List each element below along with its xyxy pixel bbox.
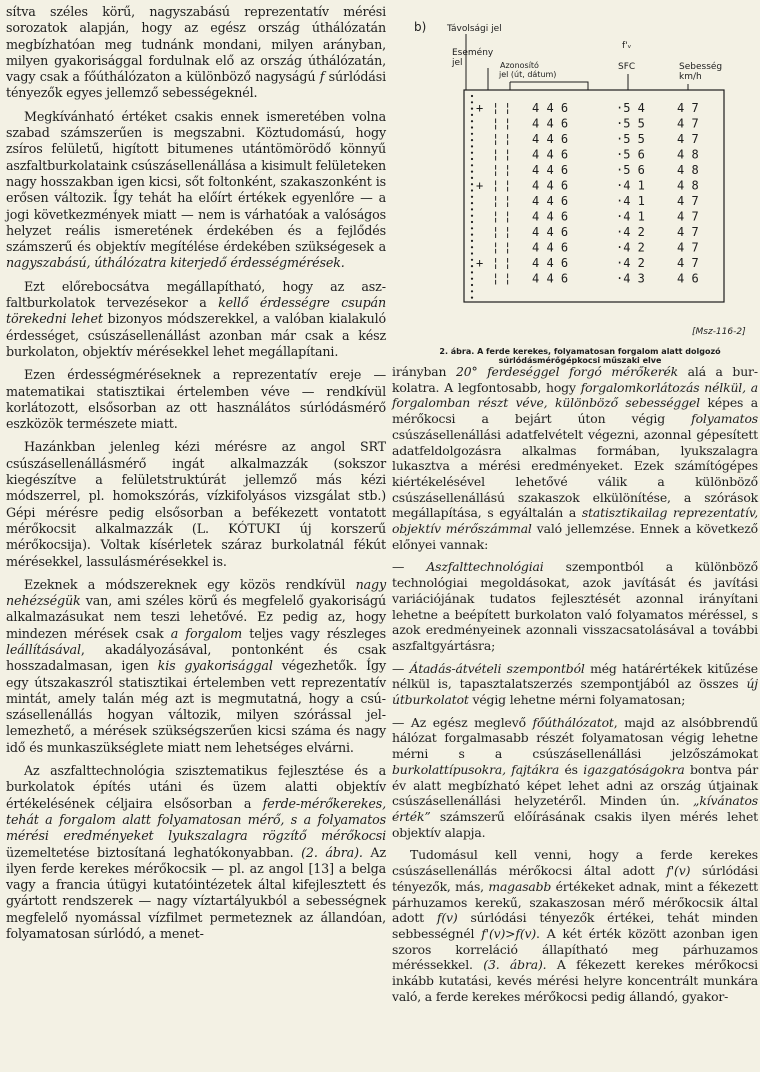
right-column [392, 4, 758, 1004]
sprocket-hole [471, 284, 473, 286]
emphasis-text: f [319, 69, 325, 85]
tape-bar: ¦ [492, 163, 500, 177]
tape-bar: ¦ [504, 178, 512, 193]
identifier-value: 4 4 6 [532, 256, 569, 270]
tape-bar: ¦ [504, 132, 512, 146]
sfc-value: ·4 1 [616, 178, 645, 193]
text-run: számszerű előírásának csakis ilyen mérés lehet objektív alapja. [392, 808, 758, 840]
speed-value: 4 8 [677, 163, 699, 177]
sprocket-hole [471, 133, 473, 135]
speed-value: 4 7 [677, 132, 699, 146]
identifier-value: 4 4 6 [532, 178, 569, 193]
tape-bar: ¦ [492, 101, 500, 115]
emphasis-text: a forgalom [170, 625, 243, 641]
tape-bar: ¦ [492, 194, 500, 208]
sfc-value: ·4 3 [616, 271, 645, 286]
speed-value: 4 8 [677, 178, 699, 193]
tape-bar: ¦ [504, 225, 512, 239]
emphasis-text: (3. ábra). [483, 957, 547, 973]
event-mark: + [476, 256, 484, 270]
identifier-value: 4 4 6 [532, 271, 569, 286]
sprocket-hole [471, 196, 473, 198]
tape-bar: ¦ [492, 209, 500, 224]
sprocket-hole [471, 183, 473, 185]
speed-value: 4 7 [677, 101, 699, 115]
text-run: súrlódási tényezők, más, [392, 863, 759, 894]
text-run: bizonyos módszerekkel, a valóban kialakuló érdességet, csúszásellenállást azonban már csak a kész burkolaton, objektív mérésekkel lehet megállapítani. [6, 311, 386, 359]
text-run: . A két érték között azonban igen szoros korreláció állapítható meg párhuzamos méréssekkel. [392, 925, 758, 973]
speed-value: 4 6 [677, 271, 699, 286]
emphasis-text: nagy nehézségük [6, 576, 386, 609]
emphasis-text: új útburkolatot [392, 676, 758, 708]
sprocket-hole [471, 246, 473, 248]
sfc-value: ·4 2 [616, 240, 645, 255]
speed-value: 4 7 [677, 225, 699, 239]
identifier-value: 4 4 6 [532, 194, 569, 208]
paragraph [392, 559, 758, 653]
speed-value: 4 7 [677, 209, 699, 224]
tape-bar: ¦ [492, 132, 500, 146]
sfc-value: ·5 5 [616, 116, 645, 131]
emphasis-text: magasabb [488, 878, 552, 894]
emphasis-text: f'(v) [666, 863, 691, 879]
text-run: értékeket adnak, mint a fékezett párhuzamos kerekű, szakaszosan mérő mérőkocsik által adott [392, 878, 758, 926]
text-run: végezhetők. Így egy útszakaszról statisztikai értelemben vett reprezentatív mintát, amely talán még azt is megmutatná, hogy a csúszásellenállás hogyan változik, milyen szórással jellemezhető, a mérések szükségszerűen kicsi száma és nagy idő és munkaszükséglete miatt nem lehetséges elvárni. [6, 658, 386, 755]
text-run: üzemeltetése biztosítaná leghatókonyabban. [6, 844, 302, 860]
text-run: Az ilyen ferde kerekes mérőkocsik — pl. az angol [13] a belga vagy a francia útügyi kutatóintézetek által kifejlesztett és gyártott rendszerek — nagy víztartályukból a sebességnek megfelelő nyomással vízfilmet permeteznek az állandóan, folyamatosan súrlódó, a menet- [6, 844, 386, 942]
tape-bar: ¦ [504, 147, 512, 162]
paragraph [392, 847, 758, 1004]
emphasis-text: ferde-mérőkerekes, tehát a forgalom alatt folyamatosan mérő, s a folyamatos mérési eredményeket lyukszalagra rögzítő mérőkocsi [6, 795, 386, 844]
text-run: Ezeknek a módszereknek egy közös rendkívül [24, 576, 356, 592]
text-run: bontva pár év alatt megbízható képet lehet adni az ország útjainak csúszásellenállási helyzetéről. Minden ún. [392, 761, 759, 809]
left-column [6, 4, 386, 942]
speed-value: 4 8 [677, 147, 699, 162]
sprocket-hole [471, 108, 473, 110]
emphasis-text: Átadás-átvételi szempontból [409, 660, 585, 676]
sprocket-hole [471, 215, 473, 217]
emphasis-text: f(v) [436, 910, 458, 926]
text-run: — [392, 660, 410, 676]
paragraph [6, 4, 386, 102]
identifier-label-2: jel (út, dátum) [499, 70, 557, 79]
sprocket-hole [471, 114, 473, 116]
tape-bar: ¦ [492, 147, 500, 162]
sprocket-hole [471, 126, 473, 128]
emphasis-text: igazgatóságokra [583, 761, 685, 777]
text-run: , akadályozásával, pontonként és csak hosszadalmasan, igen [6, 641, 386, 674]
identifier-value: 4 4 6 [532, 163, 569, 177]
tape-bar: ¦ [504, 209, 512, 224]
paragraph [6, 439, 386, 569]
emphasis-text: kis gyakorisággal [157, 658, 273, 674]
distance-signal-label: Távolsági jel [447, 24, 502, 34]
sprocket-hole [471, 152, 473, 154]
tape-bar: ¦ [504, 194, 512, 208]
figure-caption-line-2: súrlódásmérőgépkocsi műszaki elve [498, 356, 662, 365]
text-run: teljes vagy részleges [242, 625, 386, 641]
sprocket-hole [471, 139, 473, 141]
identifier-bracket [510, 82, 588, 90]
paragraph [6, 763, 386, 942]
event-mark: + [476, 178, 484, 193]
paragraph [392, 661, 758, 708]
tape-bar: ¦ [492, 225, 500, 239]
sprocket-hole [471, 145, 473, 147]
sfc-value: ·5 6 [616, 163, 645, 177]
emphasis-text: főúthálózatot [532, 714, 614, 730]
emphasis-text: kellő érdességre csupán törekedni lehet [6, 295, 386, 327]
identifier-value: 4 4 6 [532, 147, 569, 162]
sprocket-hole [471, 290, 473, 292]
identifier-value: 4 4 6 [532, 209, 569, 224]
sfc-value: ·4 1 [616, 209, 645, 224]
text-run: súrlódási tényezők egyes jellemző sebességeknél. [6, 69, 386, 101]
speed-label: Sebesség [679, 62, 723, 72]
sprocket-hole [471, 240, 473, 242]
text-run: A fékezett kerekes mérőkocsi inkább kutatási, kevés mérési helyre koncentrált munkára való, a ferde kerekes mérőkocsi pedig állandó, gyakor- [392, 957, 758, 1004]
sprocket-hole [471, 164, 473, 166]
paragraph [6, 109, 386, 272]
sprocket-hole [471, 227, 473, 229]
emphasis-text: leállításával [6, 641, 81, 657]
text-run: végig lehetne mérni folyamatosan; [468, 692, 686, 708]
paragraph [6, 367, 386, 432]
emphasis-text: (2. ábra). [301, 844, 363, 860]
text-run: — [392, 559, 427, 575]
sprocket-hole [471, 221, 473, 223]
sprocket-hole [471, 208, 473, 210]
tape-bar: ¦ [492, 271, 500, 286]
speed-value: 4 7 [677, 116, 699, 131]
event-signal-label-2: jel [452, 58, 463, 68]
tape-bar: ¦ [504, 101, 512, 115]
emphasis-text: f'(v)>f(v) [481, 925, 537, 941]
text-run: és [559, 761, 584, 777]
sprocket-hole [471, 95, 473, 97]
figure-2 [392, 4, 758, 364]
tape-bar: ¦ [504, 163, 512, 177]
identifier-value: 4 4 6 [532, 101, 569, 115]
text-run: való jellemzése. Ennek a következő előnyei vannak: [392, 521, 758, 552]
f-symbol-label: f'ᵥ [622, 41, 632, 51]
sprocket-hole [471, 177, 473, 179]
tape-bar: ¦ [504, 256, 512, 270]
sprocket-hole [471, 259, 473, 261]
text-run: — Az egész meglevő [392, 714, 533, 730]
paragraph [6, 279, 386, 360]
tape-bar: ¦ [504, 116, 512, 131]
tape-bar: ¦ [504, 271, 512, 286]
sprocket-hole [471, 278, 473, 280]
text-run: Ezt előrebocsátva megállapítható, hogy az aszfaltburkolatok tervezésekor a [6, 278, 386, 311]
paragraph [392, 364, 758, 552]
text-run: alá a burkolatra. A legfontosabb, hogy [392, 364, 758, 395]
emphasis-text: 20° ferdeséggel forgó mérőkerék [455, 364, 679, 379]
identifier-value: 4 4 6 [532, 225, 569, 239]
identifier-value: 4 4 6 [532, 132, 569, 146]
sprocket-hole [471, 202, 473, 204]
sfc-value: ·4 2 [616, 256, 645, 270]
sfc-label: SFC [618, 62, 636, 72]
event-mark: + [476, 101, 484, 115]
paragraph [392, 715, 758, 841]
speed-value: 4 7 [677, 256, 699, 270]
text-run: súrlódási tényezők értékei, tehát minden sebbességnél [392, 910, 758, 941]
tape-bar: ¦ [492, 240, 500, 255]
emphasis-text: „kívánatos érték” [392, 793, 758, 824]
speed-value: 4 7 [677, 194, 699, 208]
text-run: Megkívánható értéket csakis ennek ismeretében volna szabad számszerűen is megszabni. Köztudomású, hogy zsíros felületű, higított bitumenes utántömörödő könnyű aszfaltburkolataink csúszásellenállása a kisimult felületeken nagy hosszakban igen kicsi, sőt foltonként, szakaszonként is erősen változik. Így tehát ha előírt értékek egyenlőre — a jogi következmények miatt — nem is várhatóak a valóságos helyzet reális ismeretének érdekében és a fejlődés számszerű és objektív megítélése érdekében szükségesek a [6, 108, 386, 255]
figure-caption-line-1: 2. ábra. A ferde kerekes, folyamatosan forgalom alatt dolgozó [439, 347, 721, 356]
text-run: Az aszfalttechnológia szisztematikus fejlesztése és a burkolatok építés utáni és üzem alatti objektív értékelésének céljaira elsősorban a [6, 763, 386, 811]
text-run: még határértékek kitűzése nélkül is, tapasztalatszerzés szempontjából az összes [392, 660, 758, 692]
sprocket-hole [471, 271, 473, 273]
sprocket-hole [471, 171, 473, 173]
event-signal-label: Esemény [452, 48, 494, 58]
tape-bar: ¦ [504, 240, 512, 255]
text-run: szempontból a különböző technológiai megoldásokat, azok javítását és javítási variációjának tudatos fejlesztését azonnal irányítani lehetne a beépített burkolaton való folyamatos méréssel, s azok eredményeinek azonnali visszacsatolásával a további aszfaltgyártásra; [392, 559, 758, 653]
text-run: van, ami széles körű és megfelelő gyakoriságú alkalmazásukat nem teszi lehetővé. Ez pedig az, hogy mindezen mérések csak [6, 593, 386, 641]
text-run: , majd az alsóbbrendű hálózat forgalmasabb részét folyamatosan végig lehetne mérni s a csúszásellenállási jelzőszámokat [392, 714, 758, 762]
speed-unit-label: km/h [679, 72, 702, 82]
sfc-value: ·4 2 [616, 225, 645, 239]
figure-label: b) [414, 20, 427, 34]
emphasis-text: burkolattípusokra, fajtákra [392, 761, 560, 777]
identifier-value: 4 4 6 [532, 240, 569, 255]
sprocket-hole [471, 265, 473, 267]
text-run: Ezen érdességméréseknek a reprezentatív ereje — matematikai statisztikai értelemben véve — rendkívül korlátozott, elsősorban az ott használátos súrlódásmérő eszközök természete miatt. [6, 367, 386, 432]
figure-drawing [392, 4, 758, 344]
tape-bar: ¦ [492, 256, 500, 270]
text-run: Tudomásul kell venni, hogy a ferde kerekes csúszásellenállás mérőkocsi által adott [392, 847, 758, 879]
sprocket-hole [471, 189, 473, 191]
sprocket-hole [471, 234, 473, 236]
paragraph [6, 577, 386, 756]
text-run: Hazánkban jelenleg kézi mérésre az angol SRT csúszásellenállásmérő ingát alkalmazzák (sokszor kiegészítve a felületstruktúrát jellemző más kézi módszerrel, pl. homokszórás, vízkifolyásos vizsgálat stb.) Gépi mérésre pedig elsősorban a befékezett vontatott mérőkocsit alkalmazzák (L. KÓTUKI új korszerű mérőkocsija). Voltak kísérletek száraz burkolatnál fékút mérésekkel, lassulásmérésekkel is. [6, 439, 386, 569]
sfc-value: ·5 4 [616, 101, 645, 115]
emphasis-text: Aszfalttechnológiai [426, 559, 544, 575]
emphasis-text: nagyszabású, úthálózatra kiterjedő érdességmérések. [6, 255, 345, 271]
sfc-value: ·5 6 [616, 147, 645, 162]
emphasis-text: folyamatos [691, 411, 758, 427]
sfc-value: ·5 5 [616, 132, 645, 146]
figure-reference: [Msz-116-2] [692, 327, 746, 337]
speed-value: 4 7 [677, 240, 699, 255]
emphasis-text: statisztikailag reprezentatív, objektív mérőszámmal [392, 505, 758, 537]
emphasis-text: forgalomkorlátozás nélkül, a forgalomban részt véve, különböző sebességgel [392, 379, 758, 411]
right-text [392, 364, 758, 1004]
text-run: csúszásellenállási adatfelvételt végezni, azonnal gépesített adatfeldolgozásra alkalmas formában, lyukszalagra lukasztva a mérési eredményeket. Ezek számítógépes kiértékelésével lehetővé válik a különböző csúszásellenállású szakaszok elkülönítése, a szórások megállapítása, s egyáltalán a [392, 426, 758, 521]
identifier-value: 4 4 6 [532, 116, 569, 131]
tape-bar: ¦ [492, 116, 500, 131]
sprocket-hole [471, 252, 473, 254]
figure-caption [400, 347, 760, 365]
sprocket-hole [471, 120, 473, 122]
text-run: képes a mérőkocsi a bejárt úton végig [392, 395, 758, 427]
text-run: irányban [392, 364, 456, 379]
sprocket-hole [471, 297, 473, 299]
sfc-value: ·4 1 [616, 194, 645, 208]
identifier-label: Azonosító [500, 61, 539, 70]
sprocket-hole [471, 158, 473, 160]
sprocket-hole [471, 101, 473, 103]
tape-bar: ¦ [492, 178, 500, 193]
text-run: sítva széles körű, nagyszabású reprezentatív mérési sorozatok alapján, hogy az egész ország úthálózatán megbízhatóan meg tudnánk mondani, milyen arányban, milyen gyakorisággal fordulnak elő az ország úthálózatán, vagy csak a főúthálózaton a különböző nagyságú [6, 4, 386, 85]
